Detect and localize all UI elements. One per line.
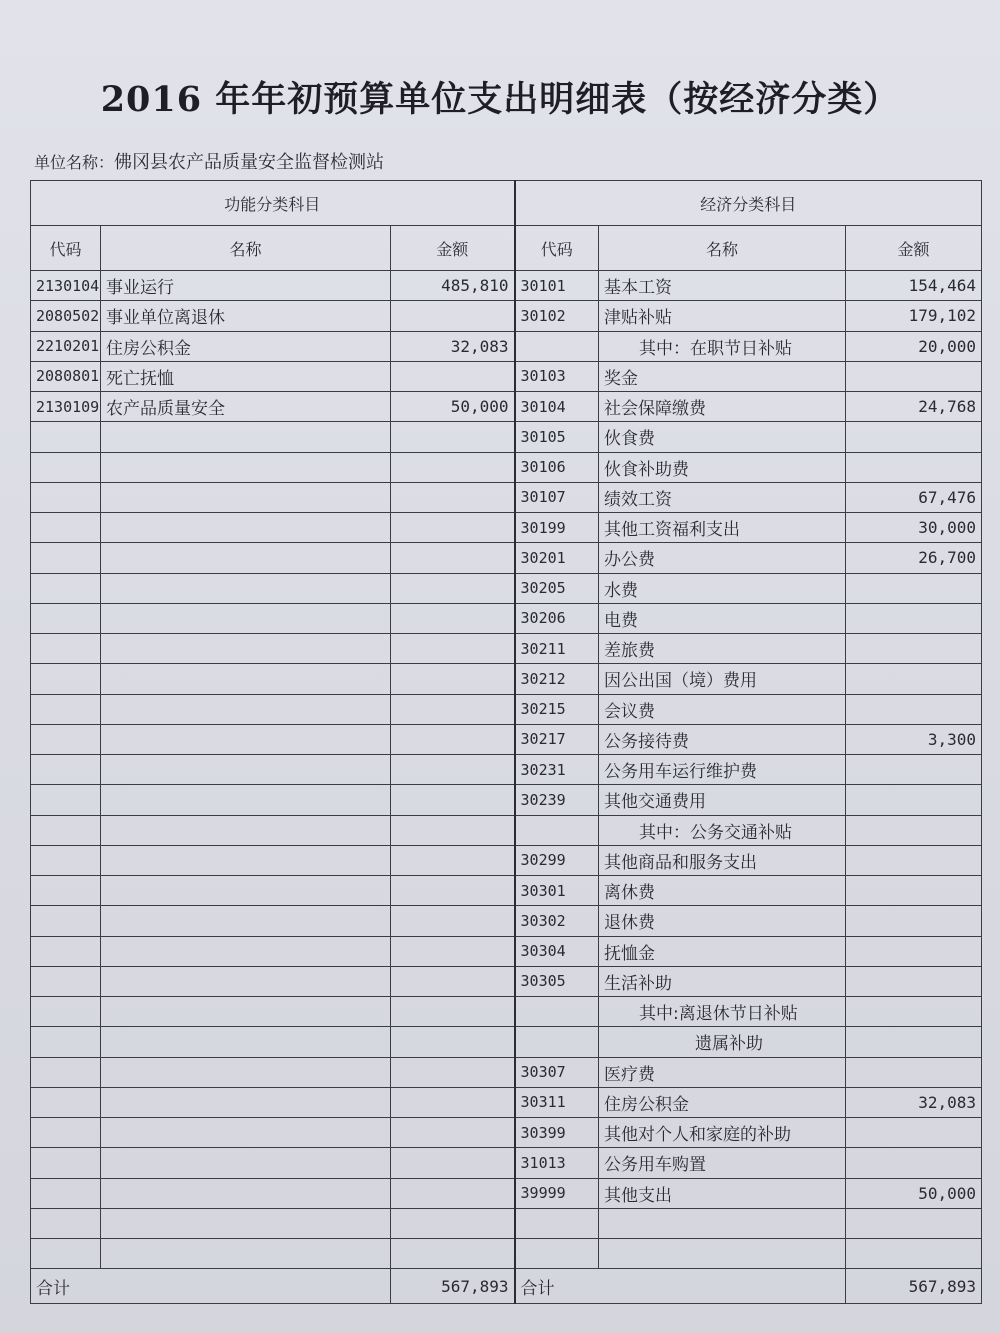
economic-name-cell: 其他交通费用 (599, 785, 846, 815)
functional-amount-cell (391, 1178, 515, 1208)
functional-code-cell (31, 876, 101, 906)
economic-name-cell: 其中：公务交通补贴 (599, 815, 846, 845)
functional-name-cell: 农产品质量安全 (101, 392, 391, 422)
functional-name-cell (101, 876, 391, 906)
economic-code-cell (515, 997, 599, 1027)
economic-code-cell (515, 1239, 599, 1269)
table-row (31, 543, 982, 573)
functional-name-cell (101, 603, 391, 633)
economic-code-cell: 30212 (515, 664, 599, 694)
table-row (31, 1087, 982, 1117)
functional-code-cell (31, 422, 101, 452)
economic-name-cell: 公务用车购置 (599, 1148, 846, 1178)
functional-code-cell (31, 1178, 101, 1208)
functional-name-cell (101, 543, 391, 573)
economic-amount-cell (846, 997, 982, 1027)
economic-code-cell: 31013 (515, 1148, 599, 1178)
economic-name-cell: 生活补助 (599, 966, 846, 996)
economic-name-cell: 电费 (599, 603, 846, 633)
functional-name-cell (101, 755, 391, 785)
functional-name-cell (101, 1148, 391, 1178)
table-row (31, 482, 982, 512)
economic-amount-cell: 154,464 (846, 271, 982, 301)
economic-code-cell: 30101 (515, 271, 599, 301)
table-row (31, 1178, 982, 1208)
functional-name-cell (101, 1087, 391, 1117)
economic-name-cell: 公务接待费 (599, 724, 846, 754)
table-row (31, 1057, 982, 1087)
functional-amount-cell (391, 573, 515, 603)
economic-amount-cell (846, 664, 982, 694)
page-title: 2016 年年初预算单位支出明细表（按经济分类） (100, 79, 900, 120)
economic-amount-cell: 24,768 (846, 392, 982, 422)
economic-name-cell: 因公出国（境）费用 (599, 664, 846, 694)
functional-code-cell (31, 845, 101, 875)
economic-name-cell: 其他商品和服务支出 (599, 845, 846, 875)
economic-amount-cell (846, 1208, 982, 1238)
functional-name-cell (101, 694, 391, 724)
right-total-amount: 567,893 (846, 1269, 982, 1304)
economic-name-cell: 伙食补助费 (599, 452, 846, 482)
economic-code-cell: 30301 (515, 876, 599, 906)
table-row (31, 1208, 982, 1238)
unit-value: 佛冈县农产品质量安全监督检测站 (114, 152, 385, 173)
table-row (31, 603, 982, 633)
table-row (31, 1239, 982, 1269)
functional-name-cell (101, 1118, 391, 1148)
functional-code-cell (31, 724, 101, 754)
economic-name-cell: 离休费 (599, 876, 846, 906)
table-row (31, 815, 982, 845)
functional-amount-cell (391, 543, 515, 573)
table-row (31, 876, 982, 906)
economic-code-cell: 30206 (515, 603, 599, 633)
economic-code-cell: 30107 (515, 482, 599, 512)
economic-name-cell: 遗属补助 (599, 1027, 846, 1057)
table-row (31, 1148, 982, 1178)
functional-name-cell: 事业单位离退休 (101, 301, 391, 331)
economic-amount-cell (846, 845, 982, 875)
functional-amount-cell (391, 936, 515, 966)
economic-header: 经济分类科目 (515, 181, 982, 226)
table-row (31, 724, 982, 754)
functional-amount-cell (391, 724, 515, 754)
table-row (31, 966, 982, 996)
functional-amount-cell (391, 1087, 515, 1117)
economic-code-cell: 30215 (515, 694, 599, 724)
table-row (31, 573, 982, 603)
functional-amount-cell (391, 422, 515, 452)
economic-amount-cell (846, 1118, 982, 1148)
functional-amount-cell (391, 1027, 515, 1057)
functional-amount-cell (391, 785, 515, 815)
functional-name-cell (101, 997, 391, 1027)
functional-name-cell (101, 452, 391, 482)
economic-name-cell: 会议费 (599, 694, 846, 724)
functional-amount-cell (391, 1208, 515, 1238)
economic-code-cell: 30217 (515, 724, 599, 754)
functional-code-cell (31, 1208, 101, 1238)
functional-name-cell (101, 482, 391, 512)
functional-code-cell (31, 785, 101, 815)
functional-amount-cell (391, 1239, 515, 1269)
functional-name-cell: 死亡抚恤 (101, 361, 391, 391)
economic-name-cell (599, 1239, 846, 1269)
functional-amount-cell (391, 664, 515, 694)
functional-name-header: 名称 (101, 226, 391, 271)
economic-amount-header: 金额 (846, 226, 982, 271)
functional-code-cell (31, 634, 101, 664)
table-row (31, 452, 982, 482)
functional-code-cell (31, 482, 101, 512)
unit-name-line (34, 148, 384, 174)
functional-code-cell (31, 1239, 101, 1269)
functional-code-cell (31, 1087, 101, 1117)
economic-code-cell: 30305 (515, 966, 599, 996)
functional-amount-cell (391, 966, 515, 996)
functional-amount-cell (391, 845, 515, 875)
economic-amount-cell (846, 876, 982, 906)
functional-amount-cell (391, 755, 515, 785)
functional-code-cell (31, 936, 101, 966)
economic-amount-cell (846, 1239, 982, 1269)
functional-code-cell (31, 664, 101, 694)
economic-amount-cell: 26,700 (846, 543, 982, 573)
economic-name-cell: 其中：在职节日补贴 (599, 331, 846, 361)
functional-amount-cell (391, 906, 515, 936)
table-row (31, 361, 982, 391)
economic-code-cell: 30239 (515, 785, 599, 815)
header-row-columns (31, 226, 982, 271)
functional-code-cell (31, 1027, 101, 1057)
functional-name-cell (101, 1208, 391, 1238)
functional-amount-cell (391, 815, 515, 845)
economic-code-cell: 30102 (515, 301, 599, 331)
functional-code-cell (31, 815, 101, 845)
unit-label: 单位名称： (34, 153, 115, 172)
economic-amount-cell (846, 452, 982, 482)
economic-amount-cell (846, 1148, 982, 1178)
economic-amount-cell (846, 755, 982, 785)
economic-amount-cell (846, 573, 982, 603)
functional-name-cell (101, 785, 391, 815)
functional-name-cell (101, 936, 391, 966)
functional-name-cell (101, 724, 391, 754)
economic-code-cell (515, 331, 599, 361)
functional-name-cell (101, 664, 391, 694)
economic-code-header: 代码 (515, 226, 599, 271)
economic-name-cell: 医疗费 (599, 1057, 846, 1087)
functional-code-header: 代码 (31, 226, 101, 271)
functional-amount-cell (391, 361, 515, 391)
functional-amount-cell (391, 876, 515, 906)
economic-code-cell (515, 815, 599, 845)
functional-name-cell: 住房公积金 (101, 331, 391, 361)
functional-amount-cell (391, 513, 515, 543)
functional-code-cell (31, 452, 101, 482)
table-row (31, 301, 982, 331)
economic-name-cell: 其他对个人和家庭的补助 (599, 1118, 846, 1148)
economic-name-header: 名称 (599, 226, 846, 271)
functional-code-cell (31, 1148, 101, 1178)
economic-code-cell: 30307 (515, 1057, 599, 1087)
economic-amount-cell (846, 906, 982, 936)
economic-name-cell: 奖金 (599, 361, 846, 391)
functional-name-cell (101, 1239, 391, 1269)
economic-code-cell: 30199 (515, 513, 599, 543)
economic-code-cell: 30399 (515, 1118, 599, 1148)
functional-name-cell (101, 1027, 391, 1057)
economic-name-cell: 抚恤金 (599, 936, 846, 966)
total-row (31, 1269, 982, 1304)
functional-code-cell (31, 694, 101, 724)
economic-amount-cell (846, 815, 982, 845)
functional-name-cell (101, 906, 391, 936)
economic-name-cell (599, 1208, 846, 1238)
economic-name-cell: 绩效工资 (599, 482, 846, 512)
economic-amount-cell (846, 936, 982, 966)
economic-name-cell: 办公费 (599, 543, 846, 573)
functional-header: 功能分类科目 (31, 181, 515, 226)
economic-amount-cell (846, 603, 982, 633)
economic-code-cell (515, 1208, 599, 1238)
functional-amount-cell: 32,083 (391, 331, 515, 361)
economic-code-cell: 30103 (515, 361, 599, 391)
economic-code-cell: 30205 (515, 573, 599, 603)
economic-name-cell: 其中:离退休节日补贴 (599, 997, 846, 1027)
economic-name-cell: 住房公积金 (599, 1087, 846, 1117)
functional-code-cell: 2130109 (31, 392, 101, 422)
functional-code-cell: 2130104 (31, 271, 101, 301)
functional-amount-cell: 50,000 (391, 392, 515, 422)
economic-name-cell: 津贴补贴 (599, 301, 846, 331)
functional-code-cell (31, 573, 101, 603)
functional-amount-cell (391, 452, 515, 482)
economic-amount-cell (846, 785, 982, 815)
functional-amount-cell (391, 1148, 515, 1178)
economic-amount-cell (846, 634, 982, 664)
functional-code-cell: 2210201 (31, 331, 101, 361)
functional-code-cell (31, 1057, 101, 1087)
functional-name-cell (101, 513, 391, 543)
table-row (31, 906, 982, 936)
economic-code-cell: 30231 (515, 755, 599, 785)
economic-code-cell: 30201 (515, 543, 599, 573)
economic-amount-cell: 179,102 (846, 301, 982, 331)
economic-code-cell: 30304 (515, 936, 599, 966)
header-row-group (31, 181, 982, 226)
functional-amount-cell (391, 1118, 515, 1148)
economic-name-cell: 水费 (599, 573, 846, 603)
economic-name-cell: 公务用车运行维护费 (599, 755, 846, 785)
economic-amount-cell (846, 361, 982, 391)
functional-name-cell (101, 634, 391, 664)
functional-name-cell (101, 1057, 391, 1087)
functional-amount-cell (391, 1057, 515, 1087)
table-row (31, 1118, 982, 1148)
table-row (31, 422, 982, 452)
functional-code-cell (31, 997, 101, 1027)
functional-code-cell: 2080801 (31, 361, 101, 391)
table-row (31, 331, 982, 361)
functional-name-cell (101, 573, 391, 603)
functional-name-cell (101, 1178, 391, 1208)
economic-code-cell: 30105 (515, 422, 599, 452)
table-row (31, 936, 982, 966)
economic-name-cell: 社会保障缴费 (599, 392, 846, 422)
functional-code-cell (31, 966, 101, 996)
functional-amount-cell (391, 482, 515, 512)
table-row (31, 845, 982, 875)
table-row (31, 271, 982, 301)
functional-amount-cell (391, 301, 515, 331)
functional-name-cell (101, 422, 391, 452)
functional-code-cell (31, 603, 101, 633)
economic-amount-cell (846, 1057, 982, 1087)
table-row (31, 634, 982, 664)
economic-code-cell: 30302 (515, 906, 599, 936)
economic-name-cell: 其他支出 (599, 1178, 846, 1208)
economic-amount-cell: 32,083 (846, 1087, 982, 1117)
economic-code-cell: 30106 (515, 452, 599, 482)
functional-name-cell (101, 845, 391, 875)
economic-name-cell: 伙食费 (599, 422, 846, 452)
table-row (31, 694, 982, 724)
functional-code-cell: 2080502 (31, 301, 101, 331)
table-row (31, 785, 982, 815)
economic-code-cell: 30211 (515, 634, 599, 664)
functional-amount-header: 金额 (391, 226, 515, 271)
table-row (31, 392, 982, 422)
economic-amount-cell: 20,000 (846, 331, 982, 361)
economic-amount-cell: 3,300 (846, 724, 982, 754)
functional-code-cell (31, 906, 101, 936)
functional-amount-cell (391, 694, 515, 724)
economic-amount-cell (846, 422, 982, 452)
table-row (31, 755, 982, 785)
left-total-amount: 567,893 (391, 1269, 515, 1304)
economic-name-cell: 差旅费 (599, 634, 846, 664)
economic-name-cell: 退休费 (599, 906, 846, 936)
table-row (31, 664, 982, 694)
functional-amount-cell (391, 603, 515, 633)
functional-name-cell (101, 815, 391, 845)
economic-amount-cell: 67,476 (846, 482, 982, 512)
economic-code-cell (515, 1027, 599, 1057)
economic-code-cell: 30311 (515, 1087, 599, 1117)
left-total-label: 合计 (31, 1269, 391, 1304)
functional-code-cell (31, 513, 101, 543)
economic-code-cell: 39999 (515, 1178, 599, 1208)
table-row (31, 513, 982, 543)
functional-name-cell (101, 966, 391, 996)
functional-code-cell (31, 1118, 101, 1148)
economic-amount-cell (846, 966, 982, 996)
table-row (31, 997, 982, 1027)
economic-code-cell: 30104 (515, 392, 599, 422)
economic-amount-cell (846, 1027, 982, 1057)
economic-amount-cell: 50,000 (846, 1178, 982, 1208)
economic-amount-cell: 30,000 (846, 513, 982, 543)
right-total-label: 合计 (515, 1269, 846, 1304)
functional-code-cell (31, 543, 101, 573)
table-row (31, 1027, 982, 1057)
functional-name-cell: 事业运行 (101, 271, 391, 301)
functional-amount-cell (391, 634, 515, 664)
economic-code-cell: 30299 (515, 845, 599, 875)
expenditure-table (30, 180, 982, 1304)
functional-amount-cell: 485,810 (391, 271, 515, 301)
economic-amount-cell (846, 694, 982, 724)
economic-name-cell: 其他工资福利支出 (599, 513, 846, 543)
economic-name-cell: 基本工资 (599, 271, 846, 301)
functional-amount-cell (391, 997, 515, 1027)
functional-code-cell (31, 755, 101, 785)
